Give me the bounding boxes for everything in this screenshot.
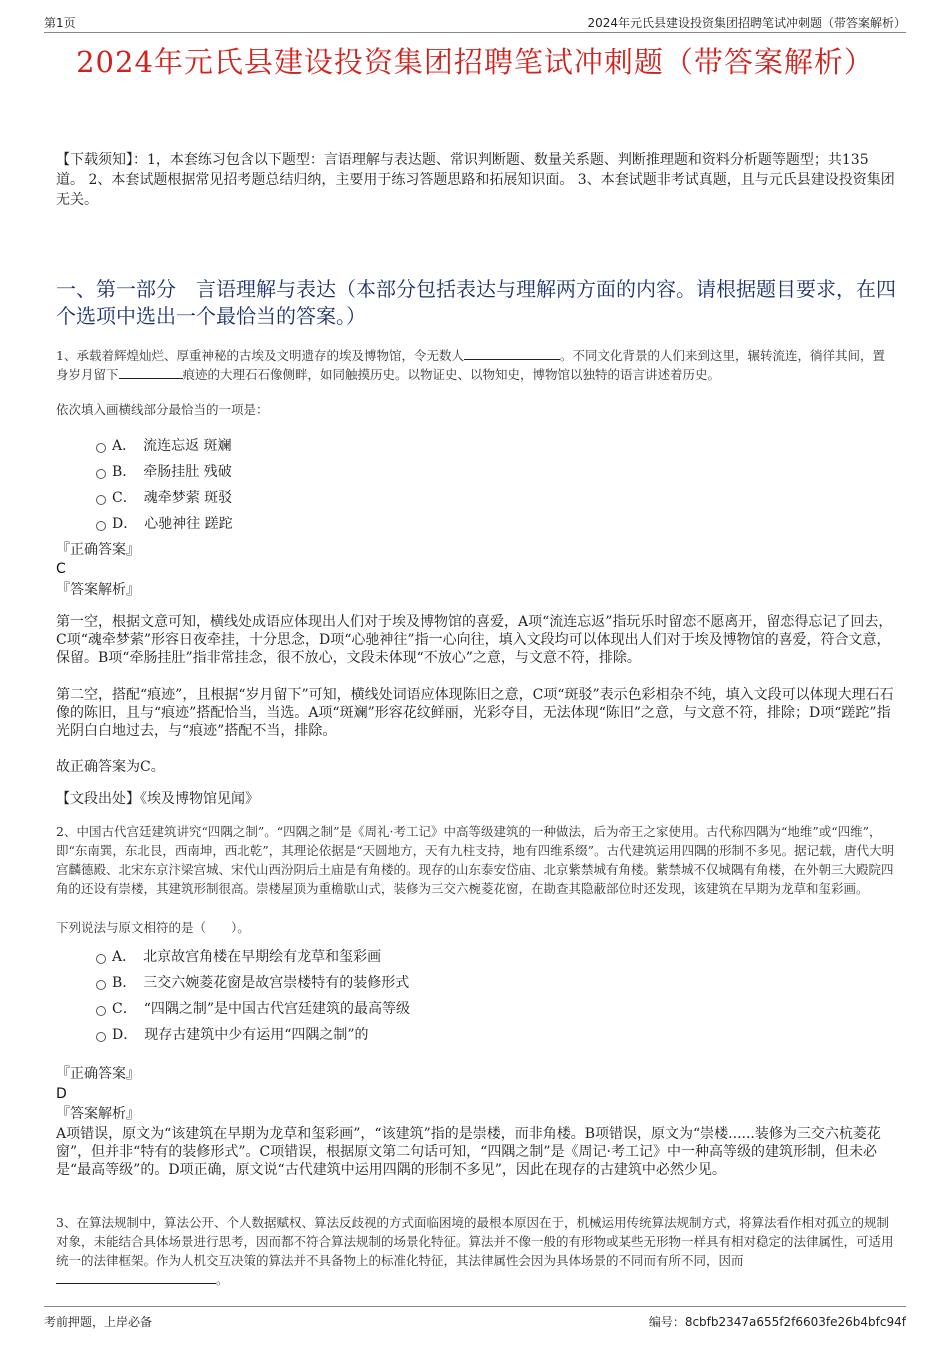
analysis-paragraph: 第一空，根据文意可知，横线处成语应体现出人们对于埃及博物馆的喜爱，A项“流连忘返”指玩乐时留恋不愿离开，留恋得忘记了回去，C项“魂牵梦萦”形容日夜牵挂，十分思念，D项“心驰神往”指一心向往，填入文段均可以体现出人们对于埃及博物馆的喜爱，符合文意，保留。B项“牵肠挂肚”指非常挂念，很不放心，文段未体现“不放心”之意，与文意不符，排除。 (56, 614, 893, 666)
answer-blank (56, 1271, 216, 1284)
option-c[interactable]: C． 魂牵梦萦 斑驳 (96, 485, 696, 511)
question-2-text: 2、中国古代宫廷建筑讲究“四隅之制”。“四隅之制”是《周礼·考工记》中高等级建筑的一种做法，后为帝王之家使用。古代称四隅为“地维”或“四维”，即“东南巽，东北艮，西南坤，西北乾”，其理论依据是“天圆地方，天有九柱支持，地有四维系缀”。古代建筑运用四隅的形制不多见。据记载，唐代大明宫麟德殿、北宋东京汴梁宫城、宋代山西汾阴后土庙是有角楼的。现存的山东泰安岱庙、北京紫禁城有角楼。紫禁城不仅城隅有角楼，在外朝三大殿院四角的还设有崇楼，其建筑形制很高。崇楼屋顶为重檐歇山式，装修为三交六椀菱花窗，在勘查其隐蔽部位时还发现，该建筑在早期为龙草和玺彩画。 (56, 824, 895, 896)
radio-icon[interactable] (96, 954, 106, 964)
document-id: 编号：8cbfb2347a655f2f6603fe26b4bfc94f (648, 1315, 906, 1329)
correct-answer-label: 『正确答案』 (56, 542, 140, 558)
option-d[interactable]: D． 现存古建筑中少有运用“四隅之制”的 (96, 1022, 696, 1048)
option-d[interactable]: D． 心驰神往 蹉跎 (96, 511, 696, 537)
option-a[interactable]: A． 流连忘返 斑斓 (96, 433, 696, 459)
question-3-text: 3、在算法规制中，算法公开、个人数据赋权、算法反歧视的方式面临困境的最根本原因在于，机械运用传统算法规制方式，将算法看作相对孤立的规制对象，未能结合具体场景进行思考，因而都不符合算法规制的场景化特征。算法并不像一般的有形物或某些无形物一样具有相对稳定的法律属性，可适用统一的法律框架。作为人机交互决策的算法并不具备物上的标准化特征，其法律属性会因为具体场景的不同而有所不同，因而。 (56, 1215, 894, 1287)
answer-blank (119, 366, 183, 379)
option-b[interactable]: B． 三交六婉菱花窗是故宫崇楼特有的装修形式 (96, 970, 696, 996)
analysis-conclusion: 故正确答案为C。 (56, 759, 165, 775)
page-number: 第1页 (44, 16, 76, 30)
radio-icon[interactable] (96, 980, 106, 990)
question-1-text: 1、承载着辉煌灿烂、厚重神秘的古埃及文明遗存的埃及博物馆，令无数人 。不同文化背景的人们来到这里，辗转流连，徜徉其间，置身岁月留下 痕迹的大理石石像侧畔，如同触摸历史。以物证史、以物知史，博物馆以独特的语言讲述着历史。 (56, 348, 885, 382)
correct-answer-label: 『正确答案』 (56, 1066, 140, 1082)
radio-icon[interactable] (96, 443, 106, 453)
download-notice: 【下载须知】：1，本套练习包含以下题型：言语理解与表达题、常识判断题、数量关系题、判断推理题和资料分析题等题型；共135道。 2、本套试题根据常见招考题总结归纳，主要用于练习答题思路和拓展知识面。 3、本套试题非考试真题，且与元氏县建设投资集团无关。 (56, 152, 895, 208)
analysis-label: 『答案解析』 (56, 582, 140, 598)
option-c[interactable]: C． “四隅之制”是中国古代宫廷建筑的最高等级 (96, 996, 696, 1022)
analysis-paragraph: 第二空，搭配“痕迹”，且根据“岁月留下”可知，横线处词语应体现陈旧之意，C项“斑驳”表示色彩相杂不纯，填入文段可以体现大理石石像的陈旧，且与“痕迹”搭配恰当，当选。A项“斑斓”形容花纹鲜丽，光彩夺目，无法体现“陈旧”之意，与文意不符，排除；D项“蹉跎”指光阴白白地过去，与“痕迹”搭配不当，排除。 (56, 687, 894, 739)
radio-icon[interactable] (96, 495, 106, 505)
radio-icon[interactable] (96, 1032, 106, 1042)
question-1-options (96, 433, 696, 537)
correct-answer: D (56, 1086, 67, 1102)
question-2-prompt: 下列说法与原文相符的是（ ）。 (56, 920, 250, 935)
question-1-prompt: 依次填入画横线部分最恰当的一项是： (56, 402, 269, 417)
option-a[interactable]: A． 北京故宫角楼在早期绘有龙草和玺彩画 (96, 944, 696, 970)
footer-slogan: 考前押题，上岸必备 (44, 1315, 153, 1329)
page-footer (44, 1306, 906, 1329)
document-title: 2024年元氏县建设投资集团招聘笔试冲刺题（带答案解析） (76, 45, 874, 79)
analysis-label: 『答案解析』 (56, 1106, 140, 1122)
radio-icon[interactable] (96, 521, 106, 531)
source-citation: 【文段出处】《埃及博物馆见闻》 (56, 791, 259, 807)
radio-icon[interactable] (96, 469, 106, 479)
option-b[interactable]: B． 牵肠挂肚 残破 (96, 459, 696, 485)
page-header (44, 12, 906, 33)
answer-blank (464, 347, 560, 360)
radio-icon[interactable] (96, 1006, 106, 1016)
analysis-paragraph: A项错误，原文为“该建筑在早期为龙草和玺彩画”，“该建筑”指的是崇楼，而非角楼。B项错误，原文为“崇楼......装修为三交六杭菱花窗”，但并非“特有的装修形式”。C项错误，根据原文第二句话可知，“四隅之制”是《周记·考工记》中一种高等级的建筑形制，但未必是“最高等级”的。D项正确，原文说“古代建筑中运用四隅的形制不多见”，因此在现存的古建筑中必然少见。 (56, 1126, 881, 1178)
correct-answer: C (56, 561, 66, 577)
question-2-options (96, 944, 696, 1048)
section-title: 一、第一部分 言语理解与表达（本部分包括表达与理解两方面的内容。请根据题目要求，在四个选项中选出一个最恰当的答案。） (56, 277, 896, 328)
header-doc-title: 2024年元氏县建设投资集团招聘笔试冲刺题（带答案解析） (587, 16, 906, 30)
